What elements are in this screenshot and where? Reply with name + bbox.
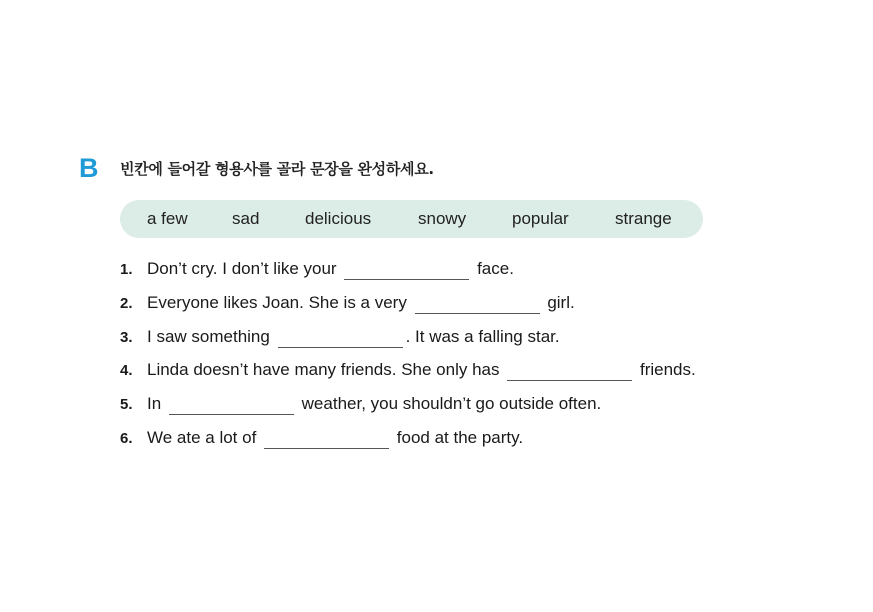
section-letter: B	[79, 153, 99, 183]
question-text-before: In	[147, 394, 162, 413]
question-text-after: . It was a falling star.	[405, 327, 560, 346]
question-text-before: Everyone likes Joan. She is a very	[147, 293, 407, 312]
question-number: 4.	[120, 362, 133, 379]
question-4	[120, 359, 696, 381]
question-3	[120, 326, 560, 348]
answer-blank[interactable]	[507, 362, 632, 381]
answer-blank[interactable]	[169, 396, 294, 415]
word-bank-item: popular	[512, 209, 569, 228]
word-bank-item: delicious	[305, 209, 372, 228]
word-bank-item: snowy	[418, 209, 467, 228]
question-6	[120, 427, 523, 449]
question-text-after: food at the party.	[396, 428, 524, 447]
question-1	[120, 258, 514, 280]
question-text-before: Don’t cry. I don’t like your	[147, 259, 337, 278]
word-bank-item: strange	[615, 209, 672, 228]
question-text-after: weather, you shouldn’t go outside often.	[301, 394, 602, 413]
question-text-after: friends.	[639, 360, 696, 379]
word-bank	[120, 200, 703, 238]
word-bank-item: a few	[147, 209, 188, 228]
question-number: 6.	[120, 430, 133, 447]
question-number: 2.	[120, 295, 133, 312]
question-2	[120, 292, 575, 314]
answer-blank[interactable]	[415, 295, 540, 314]
instruction-text: 빈칸에 들어갈 형용사를 골라 문장을 완성하세요.	[120, 160, 434, 178]
answer-blank[interactable]	[344, 261, 469, 280]
question-text-before: We ate a lot of	[147, 428, 257, 447]
answer-blank[interactable]	[264, 430, 389, 449]
word-bank-item: sad	[232, 209, 260, 228]
question-text-before: Linda doesn’t have many friends. She only has	[147, 360, 500, 379]
question-number: 3.	[120, 329, 133, 346]
question-number: 1.	[120, 261, 133, 278]
question-text-after: face.	[477, 259, 514, 278]
question-text-before: I saw something	[147, 327, 270, 346]
answer-blank[interactable]	[278, 329, 403, 348]
question-text-after: girl.	[547, 293, 575, 312]
question-5	[120, 393, 601, 415]
question-number: 5.	[120, 396, 133, 413]
